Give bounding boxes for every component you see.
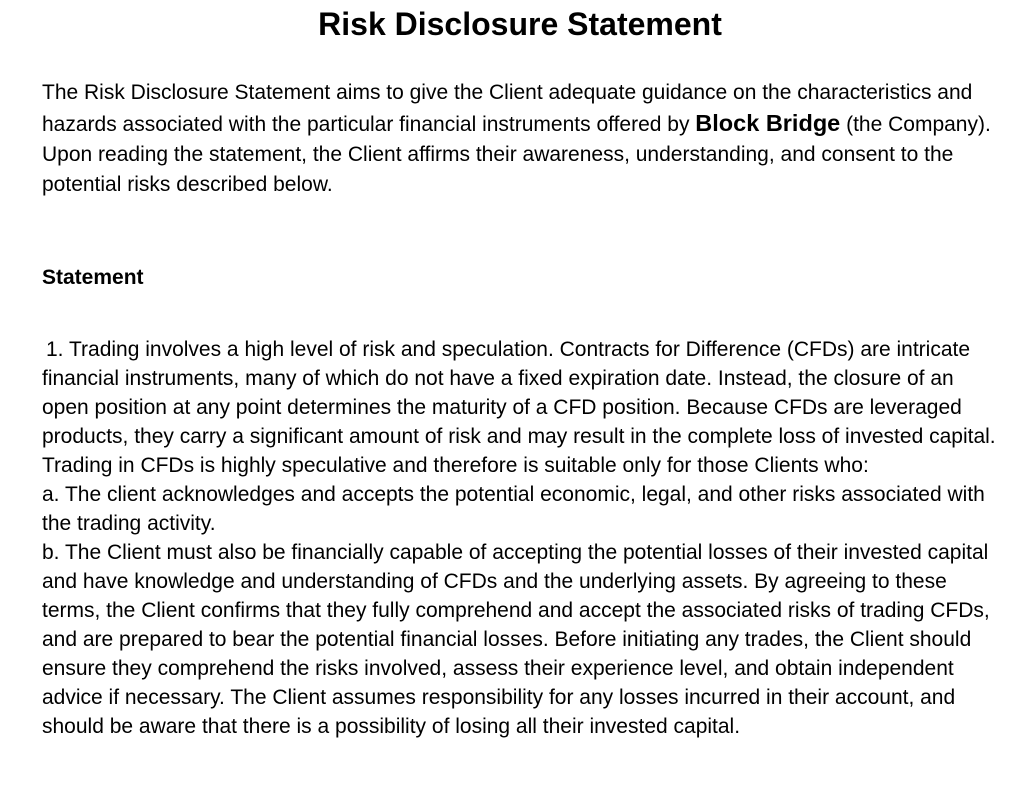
document-title: Risk Disclosure Statement (318, 6, 722, 42)
statement-point-1: 1. Trading involves a high level of risk and speculation. Contracts for Difference (CFDs) are intricate financial instruments, many of which do not have a fixed expiration date. Instead, the closure of an open position at any point determines the maturity of a CFD position. Because CFDs are leveraged products, they carry a significant amount of risk and may result in the complete loss of invested capital. Trading in CFDs is highly speculative and therefore is suitable only for those Clients who: (42, 338, 996, 477)
statement-point-1b: b. The Client must also be financially capable of accepting the potential losses of their invested capital and have knowledge and understanding of CFDs and the underlying assets. By agreeing to these terms, the Client confirms that they fully comprehend and accept the associated risks of trading CFDs, and are prepared to bear the potential financial losses. Before initiating any trades, the Client should ensure they comprehend the risks involved, assess their experience level, and obtain independent advice if necessary. The Client assumes responsibility for any losses incurred in their account, and should be aware that there is a possibility of losing all their invested capital. (42, 541, 990, 738)
statement-point-1a: a. The client acknowledges and accepts the potential economic, legal, and other risks associated with the trading activity. (42, 483, 985, 535)
intro-text-start: The Risk Disclosure Statement aims to give the Client adequate guidance on the characteristics and hazards associated with the particular financial instruments offered by (42, 81, 973, 136)
section-heading-statement: Statement (42, 266, 144, 289)
intro-paragraph (42, 78, 1002, 200)
statement-body (42, 335, 1002, 741)
intro-text-end: (the Company). Upon reading the statement, the Client affirms their awareness, understanding, and consent to the potential risks described below. (42, 113, 991, 196)
company-name: Block Bridge (695, 110, 841, 136)
